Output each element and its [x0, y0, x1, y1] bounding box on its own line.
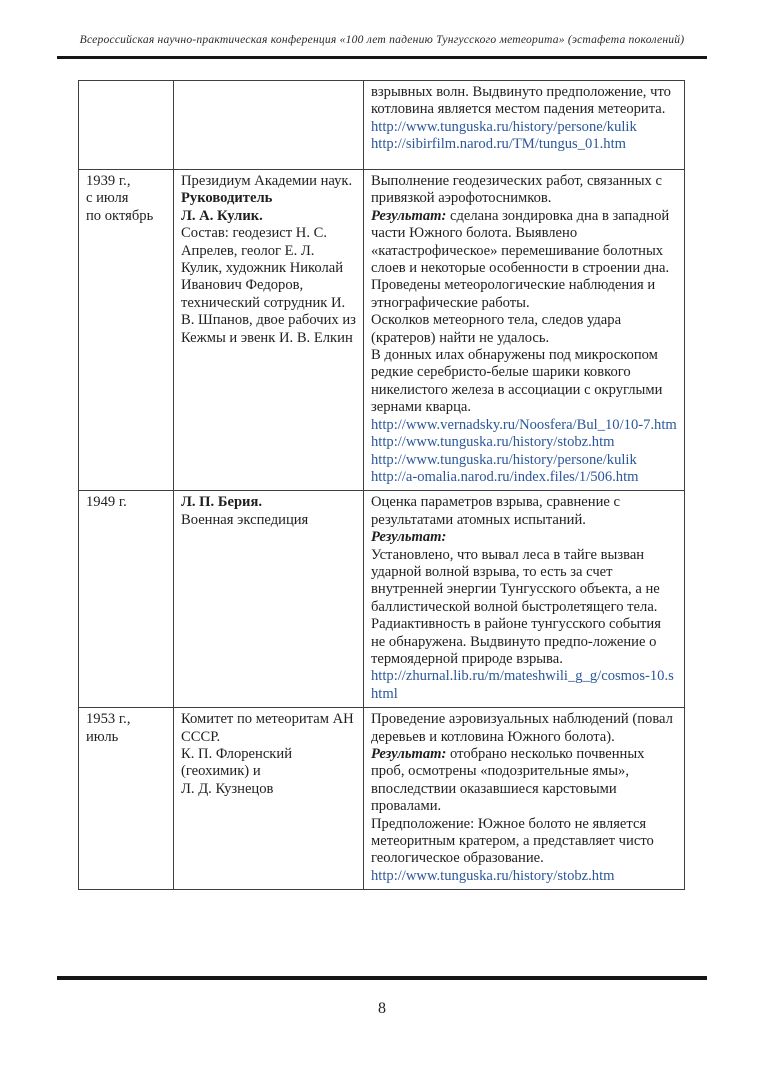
text-run: Выполнение геодезических работ, связанных с привязкой аэрофотоснимков.: [371, 173, 662, 207]
paragraph: [371, 173, 678, 208]
paragraph: [181, 208, 357, 225]
text-run: сделана зондировка дна в западной части Южного болота. Выявлено «катастрофическое» перемешивание болотных слоев и некоторые особенности в строении дна. Проведены метеорологические наблюдения и этнографические работы.: [371, 207, 670, 311]
date-line: по октябрь: [86, 207, 154, 224]
text-run: К. П. Флоренский (геохимик) и: [181, 746, 293, 780]
text-run: Президиум Академии наук.: [181, 173, 353, 189]
table-body: [79, 81, 685, 890]
paragraph: [371, 746, 678, 816]
cell-team: [174, 81, 364, 170]
text-run: Проведение аэровизуальных наблюдений (повал деревьев и котловина Южного болота).: [371, 711, 673, 745]
cell-date: [79, 81, 174, 170]
paragraph: [371, 547, 678, 669]
paragraph: [371, 816, 678, 868]
paragraph: [181, 746, 357, 781]
paragraph: [371, 417, 678, 434]
document-link[interactable]: http://www.vernadsky.ru/Noosfera/Bul_10/10-7.htm: [371, 416, 677, 433]
table-row: [79, 81, 685, 170]
paragraph: [371, 452, 678, 469]
header-rule: [57, 56, 707, 59]
text-run: Л. П. Берия.: [181, 494, 263, 511]
paragraph: [181, 494, 357, 511]
paragraph: [371, 136, 678, 153]
paragraph: [181, 512, 357, 529]
cell-description: [364, 81, 685, 170]
document-link[interactable]: http://www.tunguska.ru/history/persone/kulik: [371, 451, 637, 468]
expedition-history-table: [78, 80, 685, 890]
text-run: Л. А. Кулик.: [181, 207, 263, 224]
cell-team: [174, 491, 364, 708]
text-run: Осколков метеорного тела, следов удара (кратеров) найти не удалось.: [371, 312, 622, 346]
cell-date: [79, 708, 174, 890]
text-run: Результат:: [371, 529, 447, 546]
text-run: Состав: геодезист Н. С. Апрелев, геолог Е. Л. Кулик, художник Николай Иванович Федоров, технический сотрудник И. В. Шпанов, двое рабочих из Кежмы и эвенк И. В. Елкин: [181, 225, 356, 346]
paragraph: [181, 190, 357, 207]
paragraph: [371, 469, 678, 486]
paragraph: [371, 494, 678, 529]
text-run: Руководитель: [181, 190, 273, 207]
table-row: [79, 170, 685, 491]
text-run: Военная экспедиция: [181, 511, 309, 528]
text-run: Результат:: [371, 746, 447, 762]
text-run: Результат:: [371, 207, 447, 224]
cell-date: [79, 170, 174, 491]
document-link[interactable]: http://www.tunguska.ru/history/stobz.htm: [371, 867, 615, 884]
paragraph: [371, 119, 678, 136]
text-run: Л. Д. Кузнецов: [181, 780, 274, 797]
text-run: отобрано несколько почвенных проб, осмотрены «подозрительные ямы», впоследствии оказавшиеся карстовыми провалами.: [371, 746, 645, 815]
cell-description: [364, 170, 685, 491]
document-link[interactable]: http://sibirfilm.narod.ru/TM/tungus_01.htm: [371, 136, 626, 153]
date-line: с июля: [86, 190, 129, 207]
paragraph: [371, 868, 678, 885]
paragraph: [181, 711, 357, 746]
date-line: 1939 г.,: [86, 173, 131, 189]
cell-description: [364, 708, 685, 890]
text-run: В донных илах обнаружены под микроскопом редкие серебристо-белые шарики ковкого никелистого железа в ассоциации с округлыми зернами кварца.: [371, 347, 663, 416]
paragraph: [181, 225, 357, 347]
paragraph: [371, 347, 678, 417]
text-run: взрывных волн. Выдвинуто предположение, что котловина является местом падения метеорита.: [371, 84, 671, 118]
paragraph: [371, 434, 678, 451]
cell-team: [174, 708, 364, 890]
document-link[interactable]: http://www.tunguska.ru/history/stobz.htm: [371, 434, 615, 451]
running-header-title: Всероссийская научно-практическая конференция «100 лет падению Тунгусского метеорита» (эстафета поколений): [79, 33, 685, 46]
date-line: 1953 г.,: [86, 711, 131, 728]
text-run: Оценка параметров взрыва, сравнение с результатами атомных испытаний.: [371, 494, 620, 528]
table-row: [79, 491, 685, 708]
document-link[interactable]: http://www.tunguska.ru/history/persone/kulik: [371, 118, 637, 135]
paragraph: [371, 711, 678, 746]
text-run: Предположение: Южное болото не является метеоритным кратером, а представляет чисто геологическое образование.: [371, 815, 654, 867]
page-number: 8: [378, 1000, 386, 1017]
cell-description: [364, 491, 685, 708]
paragraph: [371, 529, 678, 546]
document-link[interactable]: http://zhurnal.lib.ru/m/mateshwili_g_g/cosmos-10.shtml: [371, 668, 674, 702]
cell-date: [79, 491, 174, 708]
text-run: Комитет по метеоритам АН СССР.: [181, 711, 354, 745]
paragraph: [371, 208, 678, 312]
date-line: 1949 г.: [86, 494, 127, 511]
cell-team: [174, 170, 364, 491]
table-row: [79, 708, 685, 890]
footer-rule: [57, 976, 707, 980]
paragraph: [371, 668, 678, 703]
document-link[interactable]: http://a-omalia.narod.ru/index.files/1/506.htm: [371, 468, 639, 485]
text-run: Установлено, что вывал леса в тайге вызван ударной волной взрыва, то есть за счет внутренней энергии Тунгусского объекта, а не баллистической волной быстролетящего тела. Радиактивность в районе тунгусского события не обнаружена. Выдвинуто предпо-ложение о термоядерной природе взрыва.: [371, 546, 661, 667]
paragraph: [181, 173, 357, 190]
paragraph: [181, 781, 357, 798]
paragraph: [371, 312, 678, 347]
date-line: июль: [86, 728, 119, 745]
paragraph: [371, 84, 678, 119]
